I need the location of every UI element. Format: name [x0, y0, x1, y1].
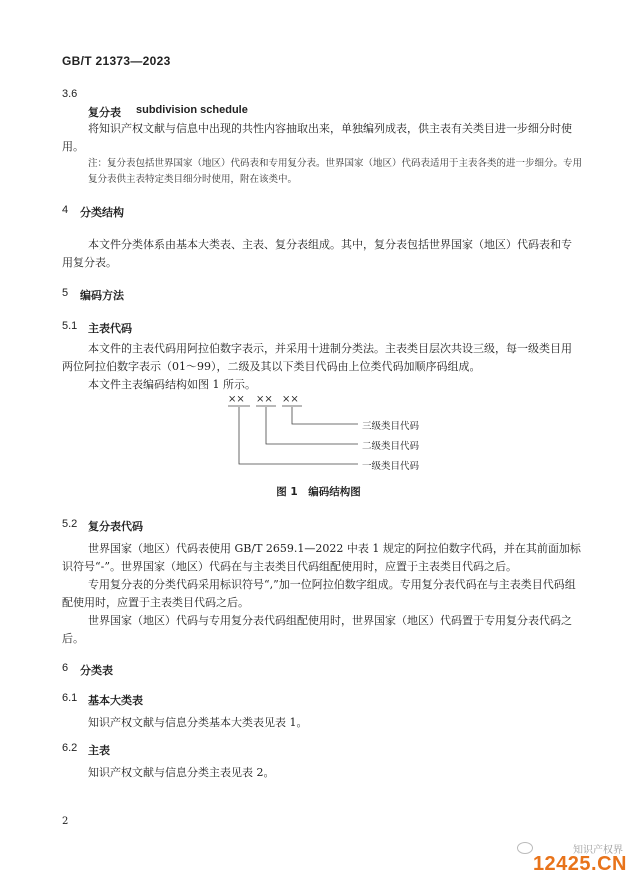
section-5-title: 编码方法 [80, 289, 124, 302]
code-level-2: ×× [256, 394, 273, 405]
section-4-number: 4 [62, 204, 69, 216]
section-6-1-number: 6.1 [62, 692, 78, 704]
section-5-2-number: 5.2 [62, 518, 78, 530]
section-5-2-text-2: 专用复分表的分类代码采用标识符号“,”加一位阿拉伯数字组成。专用复分表代码在与主表类目代码组配使用时，应置于主表类目代码之后。 [62, 578, 576, 609]
section-5-2-text-1: 世界国家（地区）代码表使用 GB/T 2659.1—2022 中表 1 规定的阿拉伯数字代码，并在其前面加标识符号“-”。世界国家（地区）代码在与主表类目代码组配使用时，应置于主表类目代码之后。 [62, 542, 581, 573]
section-4-title: 分类结构 [80, 206, 124, 219]
section-5-1-text-2: 本文件主表编码结构如图 1 所示。 [88, 378, 256, 391]
section-5-1-title: 主表代码 [88, 322, 132, 335]
section-6-2-number: 6.2 [62, 742, 78, 754]
standard-number: GB/T 21373—2023 [62, 54, 171, 68]
section-4-text: 本文件分类体系由基本大类表、主表、复分表组成。其中，复分表包括世界国家（地区）代码表和专用复分表。 [62, 238, 572, 269]
section-5-2-text-3: 世界国家（地区）代码与专用复分表代码组配使用时，世界国家（地区）代码置于专用复分表代码之后。 [62, 614, 572, 645]
watermark-logo: 12425.CN [532, 853, 627, 875]
wechat-icon [517, 842, 533, 854]
label-level-2: 二级类目代码 [362, 441, 420, 452]
code-level-1: ×× [228, 394, 245, 405]
term-note: 注：复分表包括世界国家（地区）代码表和专用复分表。世界国家（地区）代码表适用于主表各类的进一步细分。专用复分表供主表特定类目细分时使用，附在该类中。 [88, 158, 583, 185]
section-3-6-number: 3.6 [62, 88, 78, 100]
page-number: 2 [62, 816, 69, 827]
section-6-title: 分类表 [80, 664, 113, 677]
section-6-number: 6 [62, 662, 69, 674]
encoding-structure-diagram [226, 394, 426, 474]
label-level-3: 三级类目代码 [362, 421, 420, 432]
section-6-1-text: 知识产权文献与信息分类基本大类表见表 1。 [88, 716, 308, 729]
section-6-2-title: 主表 [88, 744, 110, 757]
code-level-3: ×× [282, 394, 299, 405]
section-5-number: 5 [62, 287, 69, 299]
figure-caption: 图 1 编码结构图 [276, 486, 361, 498]
section-5-1-number: 5.1 [62, 320, 78, 332]
term-english: subdivision schedule [136, 104, 248, 116]
term-chinese: 复分表 [88, 106, 121, 119]
section-5-1-text-1: 本文件的主表代码用阿拉伯数字表示，并采用十进制分类法。主表类目层次共设三级，每一级类目用两位阿拉伯数字表示（01～99），二级及其以下类目代码由上位类代码加顺序码组成。 [62, 342, 572, 373]
section-5-2-title: 复分表代码 [88, 520, 143, 533]
section-6-1-title: 基本大类表 [88, 694, 143, 707]
label-level-1: 一级类目代码 [362, 461, 420, 472]
section-6-2-text: 知识产权文献与信息分类主表见表 2。 [88, 766, 275, 779]
term-definition: 将知识产权文献与信息中出现的共性内容抽取出来，单独编列成表，供主表有关类目进一步细分时使用。 [62, 122, 572, 153]
watermark-account: 知识产权界 [573, 845, 623, 856]
